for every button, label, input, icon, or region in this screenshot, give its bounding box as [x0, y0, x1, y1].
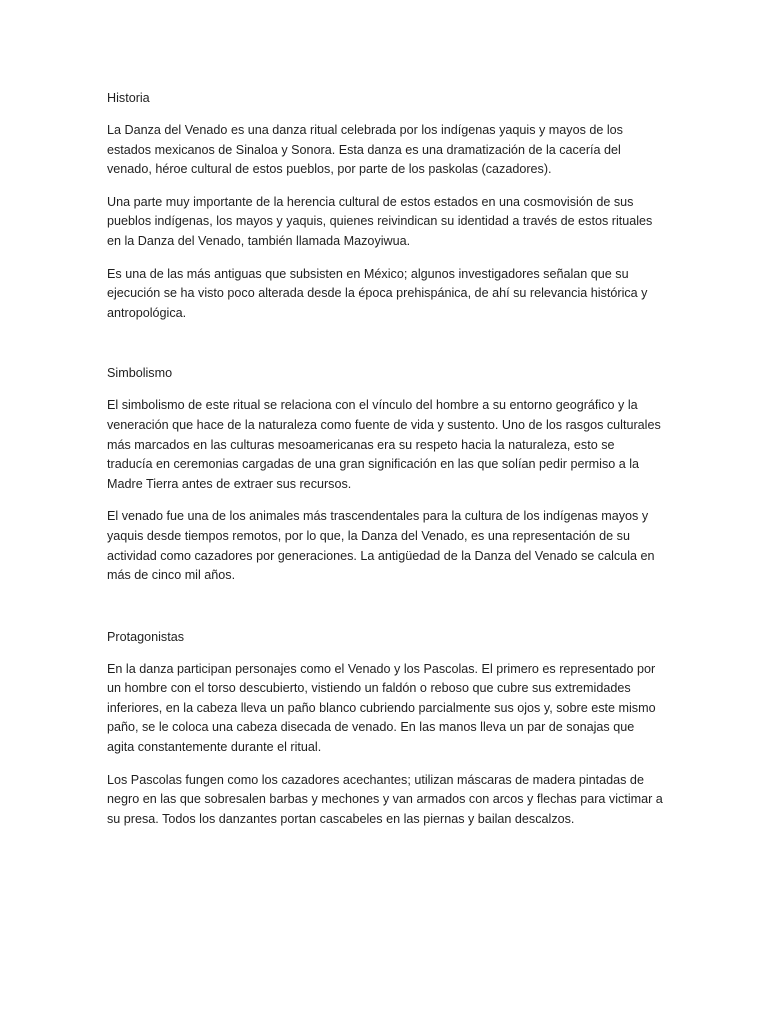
paragraph: En la danza participan personajes como el Venado y los Pascolas. El primero es representado por un hombre con el torso descubierto, vistiendo un faldón o reboso que cubre sus extremidades inferiores, en la cabeza lleva un paño blanco cubriendo parcialmente sus ojos y, sobre este mismo paño, se le coloca una cabeza disecada de venado. En las manos lleva un par de sonajas que agita constantemente durante el ritual.	[107, 661, 656, 755]
document-page	[107, 88, 663, 842]
section-simbolismo	[107, 363, 663, 585]
section-heading: Historia	[107, 91, 150, 105]
paragraph: La Danza del Venado es una danza ritual celebrada por los indígenas yaquis y mayos de los estados mexicanos de Sinaloa y Sonora. Esta danza es una dramatización de la cacería del venado, héroe cultural de estos pueblos, por parte de los paskolas (cazadores).	[107, 123, 623, 177]
section-protagonistas	[107, 627, 663, 830]
paragraph: Una parte muy importante de la herencia cultural de estos estados en una cosmovisión de sus pueblos indígenas, los mayos y yaquis, quienes reivindican su identidad a través de estos rituales en la Danza del Venado, también llamada Mazoyiwua.	[107, 194, 653, 248]
paragraph: El simbolismo de este ritual se relaciona con el vínculo del hombre a su entorno geográfico y la veneración que hace de la naturaleza como fuente de vida y sustento. Uno de los rasgos culturales más marcados en las culturas mesoamericanas era su respeto hacia la naturaleza, esto se traducía en ceremonias cargadas de una gran significación en las que solían pedir permiso a la Madre Tierra antes de extraer sus recursos.	[107, 398, 661, 491]
paragraph: Es una de las más antiguas que subsisten en México; algunos investigadores señalan que su ejecución se ha visto poco alterada desde la época prehispánica, de ahí su relevancia histórica y antropológica.	[107, 266, 648, 320]
section-heading: Protagonistas	[107, 629, 185, 644]
paragraph: El venado fue una de los animales más trascendentales para la cultura de los indígenas mayos y yaquis desde tiempos remotos, por lo que, la Danza del Venado, es una representación de su actividad como cazadores por generaciones. La antigüedad de la Danza del Venado se calcula en más de cinco mil años.	[107, 509, 655, 583]
section-historia	[107, 88, 663, 323]
section-heading: Simbolismo	[107, 366, 173, 381]
paragraph: Los Pascolas fungen como los cazadores acechantes; utilizan máscaras de madera pintadas de negro en las que sobresalen barbas y mechones y van armados con arcos y flechas para victimar a su presa. Todos los danzantes portan cascabeles en las piernas y bailan descalzos.	[107, 772, 663, 826]
